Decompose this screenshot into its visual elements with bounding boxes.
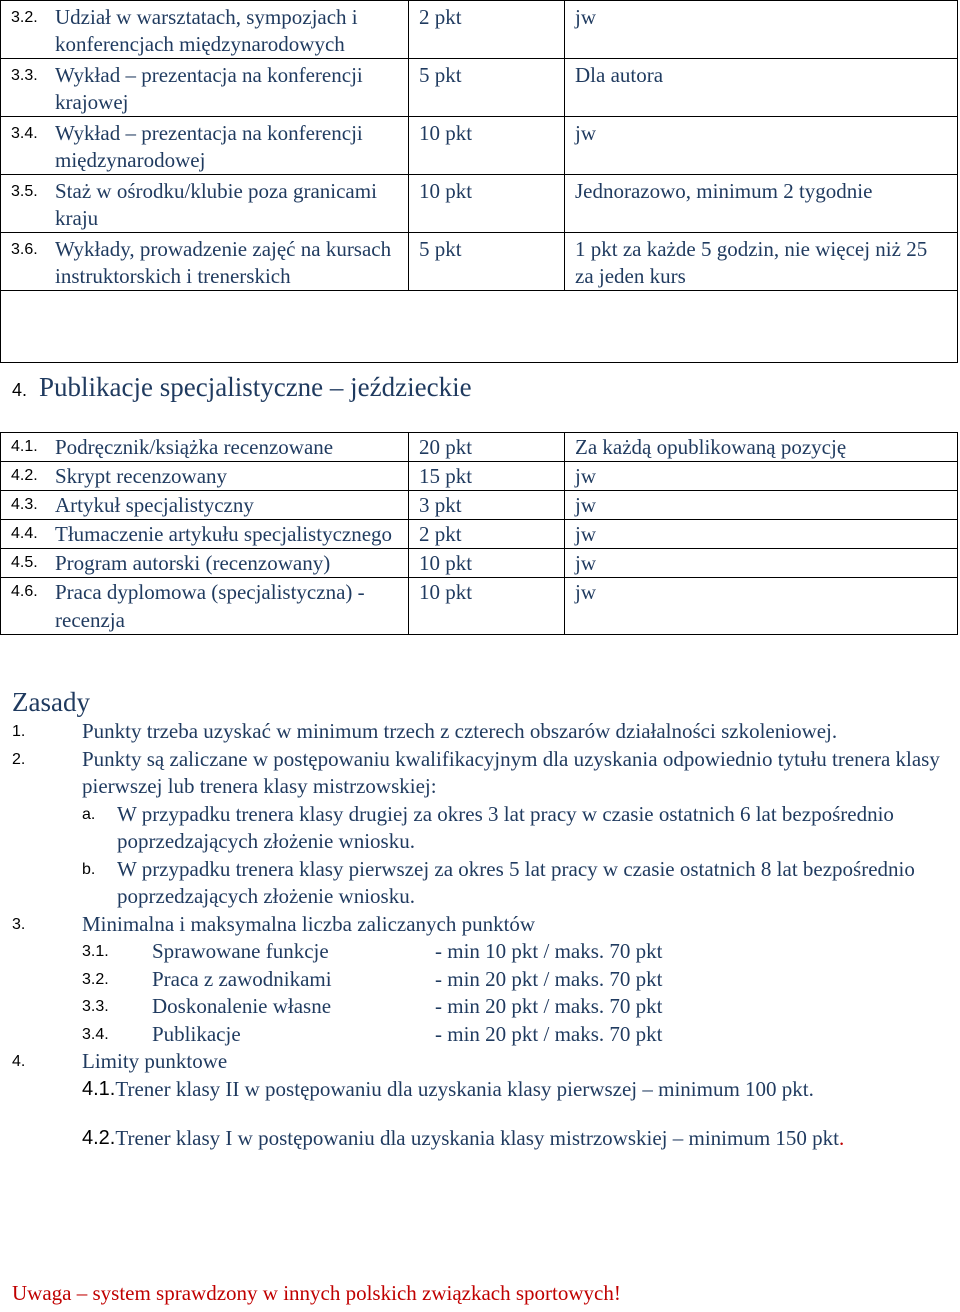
row-number: 4.5.	[11, 554, 38, 571]
table-row	[1, 433, 958, 462]
table-row	[1, 233, 958, 291]
table-spacer-row	[1, 291, 958, 363]
rule-text: Punkty są zaliczane w postępowaniu kwalifikacyjnym dla uzyskania odpowiednio tytułu trenera klasy pierwszej lub trenera klasy mistrzowskiej:	[82, 746, 940, 798]
rule-text: W przypadku trenera klasy pierwszej za okres 5 lat pracy w czasie ostatnich 8 lat bezpośrednio poprzedzających złożenie wniosku.	[117, 856, 915, 908]
row-points: 2 pkt	[409, 520, 565, 549]
row-name: Tłumaczenie artykułu specjalistycznego	[55, 522, 393, 546]
row-points: 10 pkt	[409, 549, 565, 578]
row-note: Dla autora	[565, 59, 958, 117]
row-note: jw	[565, 578, 958, 635]
row-number: 4.1.	[11, 438, 38, 455]
row-points: 5 pkt	[409, 233, 565, 291]
table-row	[1, 117, 958, 175]
row-note: Za każdą opublikowaną pozycję	[565, 433, 958, 462]
row-number: 4.2.	[11, 467, 38, 484]
threshold-text: Trener klasy I w postępowaniu dla uzyskania klasy mistrzowskiej – minimum 150 pkt	[115, 1126, 839, 1150]
limit-category: Sprawowane funkcje	[152, 939, 329, 963]
row-points: 10 pkt	[409, 175, 565, 233]
row-points: 5 pkt	[409, 59, 565, 117]
row-number: 3.3.	[11, 67, 38, 84]
table-row	[1, 462, 958, 491]
table-row	[1, 491, 958, 520]
row-name: Wykład – prezentacja na konferencji krajowej	[55, 63, 363, 114]
row-number: 4.6.	[11, 583, 38, 600]
row-number: 3.5.	[11, 183, 38, 200]
limit-number: 3.4.	[82, 1025, 109, 1043]
row-points: 10 pkt	[409, 117, 565, 175]
limit-range: - min 20 pkt / maks. 70 pkt	[435, 1021, 663, 1046]
limit-category: Publikacje	[152, 1021, 241, 1046]
row-points: 2 pkt	[409, 1, 565, 59]
row-points: 15 pkt	[409, 462, 565, 491]
row-note: jw	[565, 117, 958, 175]
rule-number: 3.	[12, 915, 26, 933]
row-note: jw	[565, 549, 958, 578]
row-points: 20 pkt	[409, 433, 565, 462]
rule-item	[12, 1048, 952, 1076]
rule-letter: a.	[82, 805, 96, 823]
rule-item	[12, 718, 952, 746]
threshold-number: 4.2.	[82, 1127, 116, 1149]
row-name: Podręcznik/książka recenzowane	[55, 435, 334, 459]
section-heading	[12, 372, 472, 403]
points-limit-row	[12, 993, 952, 1021]
row-note: jw	[565, 520, 958, 549]
rule-text: W przypadku trenera klasy drugiej za okres 3 lat pracy w czasie ostatnich 6 lat bezpośrednio poprzedzających złożenie wniosku.	[117, 801, 894, 853]
row-number: 4.3.	[11, 496, 38, 513]
row-number: 3.2.	[11, 9, 38, 26]
limit-range: - min 20 pkt / maks. 70 pkt	[435, 994, 663, 1018]
rule-letter: b.	[82, 860, 96, 878]
limit-range: - min 10 pkt / maks. 70 pkt	[435, 939, 663, 963]
rule-subitem	[12, 801, 952, 856]
threshold-text: Trener klasy II w postępowaniu dla uzyskania klasy pierwszej – minimum 100 pkt.	[115, 1076, 814, 1101]
limit-category: Praca z zawodnikami	[152, 966, 332, 991]
table-row	[1, 549, 958, 578]
points-limit-row	[12, 938, 952, 966]
row-note: jw	[565, 491, 958, 520]
row-name: Program autorski (recenzowany)	[55, 551, 331, 575]
row-points: 3 pkt	[409, 491, 565, 520]
points-limit-row	[12, 1021, 952, 1049]
rule-text: Punkty trzeba uzyskać w minimum trzech z czterech obszarów działalności szkoleniowej.	[82, 719, 838, 743]
table-row	[1, 1, 958, 59]
rule-text: Limity punktowe	[82, 1049, 228, 1073]
limit-category: Doskonalenie własne	[152, 994, 332, 1018]
limit-number: 3.2.	[82, 970, 109, 988]
table-row	[1, 520, 958, 549]
row-name: Staż w ośrodku/klubie poza granicami kraju	[55, 179, 377, 230]
threshold-number: 4.1.	[82, 1077, 116, 1100]
points-threshold	[82, 1125, 952, 1153]
row-name: Udział w warsztatach, sympozjach i konferencjach międzynarodowych	[55, 5, 358, 56]
rule-number: 4.	[12, 1053, 26, 1070]
row-number: 4.4.	[11, 525, 38, 542]
row-name: Praca dyplomowa (specjalistyczna) - recenzja	[55, 580, 365, 632]
row-note: jw	[565, 1, 958, 59]
row-name: Wykłady, prowadzenie zajęć na kursach instruktorskich i trenerskich	[55, 237, 392, 288]
section-number: 4.	[12, 380, 28, 400]
row-note: 1 pkt za każde 5 godzin, nie więcej niż 25 za jeden kurs	[565, 233, 958, 291]
rule-text: Minimalna i maksymalna liczba zaliczanych punktów	[82, 911, 536, 936]
limit-number: 3.3.	[82, 998, 109, 1015]
warning-note: Uwaga – system sprawdzony w innych polskich związkach sportowych!	[12, 1281, 621, 1305]
rules-title: Zasady	[12, 687, 90, 717]
row-name: Artykuł specjalistyczny	[55, 493, 254, 517]
row-points: 10 pkt	[409, 578, 565, 635]
row-name: Wykład – prezentacja na konferencji międzynarodowej	[55, 121, 363, 172]
publications-table	[0, 432, 958, 635]
rule-number: 1.	[12, 723, 26, 740]
points-threshold	[82, 1076, 952, 1104]
limit-number: 3.1.	[82, 943, 109, 960]
row-number: 3.4.	[11, 125, 38, 142]
rule-subitem	[12, 856, 952, 911]
row-number: 3.6.	[11, 241, 38, 258]
limit-range: - min 20 pkt / maks. 70 pkt	[435, 966, 663, 991]
row-name: Skrypt recenzowany	[55, 464, 228, 488]
row-note: Jednorazowo, minimum 2 tygodnie	[565, 175, 958, 233]
rule-number: 2.	[12, 750, 26, 768]
activity-points-table	[0, 0, 958, 363]
table-row	[1, 175, 958, 233]
table-row	[1, 578, 958, 635]
rule-item	[12, 746, 952, 801]
threshold-period: .	[839, 1126, 845, 1150]
rules-section	[12, 686, 952, 1153]
table-row	[1, 59, 958, 117]
section-title: Publikacje specjalistyczne – jeździeckie	[39, 372, 472, 402]
points-limit-row	[12, 966, 952, 994]
row-note: jw	[565, 462, 958, 491]
rule-item	[12, 911, 952, 939]
